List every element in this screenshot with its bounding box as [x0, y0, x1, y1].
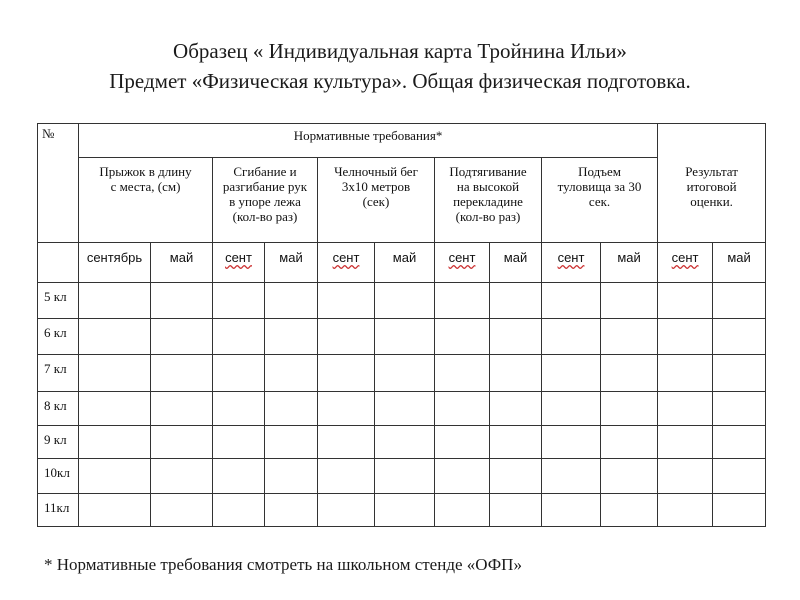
result-cell[interactable] [490, 459, 542, 494]
grade-rows [38, 283, 766, 527]
header-line: разгибание рук [222, 179, 308, 194]
header-line: (кол-во раз) [455, 209, 521, 224]
result-cell[interactable] [265, 355, 318, 392]
result-cell[interactable] [601, 319, 658, 355]
document-title: Образец « Индивидуальная карта Тройнина Ильи» [173, 39, 627, 63]
result-cell[interactable] [542, 459, 601, 494]
header-line: Прыжок в длину [99, 164, 192, 179]
table-row [38, 459, 766, 494]
header-line: туловища за 30 [557, 179, 642, 194]
result-cell[interactable] [601, 355, 658, 392]
result-cell[interactable] [601, 392, 658, 426]
result-cell[interactable] [79, 392, 151, 426]
result-cell[interactable] [435, 319, 490, 355]
header-line: Челночный бег [334, 164, 418, 179]
header-line: Подтягивание [449, 164, 527, 179]
result-cell[interactable] [375, 392, 435, 426]
period-label: май [375, 243, 435, 283]
result-header-line: итоговой [686, 179, 737, 194]
result-cell[interactable] [151, 494, 213, 527]
grade-label: 9 кл [38, 426, 79, 459]
header-shuttle-run [318, 158, 435, 243]
grade-label: 7 кл [38, 355, 79, 392]
table-row [38, 392, 766, 426]
result-cell[interactable] [265, 459, 318, 494]
result-cell[interactable] [435, 459, 490, 494]
header-sit-ups [542, 158, 658, 243]
result-cell[interactable] [713, 494, 766, 527]
table-row [38, 426, 766, 459]
result-cell[interactable] [265, 392, 318, 426]
grade-label: 10кл [38, 459, 79, 494]
result-cell[interactable] [265, 319, 318, 355]
result-cell[interactable] [435, 426, 490, 459]
result-cell[interactable] [713, 355, 766, 392]
header-push-ups [213, 158, 318, 243]
result-cell[interactable] [713, 459, 766, 494]
result-cell[interactable] [318, 459, 375, 494]
result-cell[interactable] [490, 319, 542, 355]
result-cell[interactable] [490, 426, 542, 459]
result-cell[interactable] [318, 319, 375, 355]
result-cell[interactable] [713, 426, 766, 459]
result-cell[interactable] [151, 459, 213, 494]
header-long-jump [79, 158, 213, 243]
result-cell[interactable] [542, 319, 601, 355]
result-cell[interactable] [151, 283, 213, 319]
header-line: сек. [588, 194, 611, 209]
result-cell[interactable] [151, 319, 213, 355]
period-label: сент [435, 243, 490, 283]
period-label: сент [318, 243, 375, 283]
result-cell[interactable] [265, 283, 318, 319]
header-line: (кол-во раз) [232, 209, 298, 224]
result-cell[interactable] [79, 494, 151, 527]
result-cell[interactable] [213, 319, 265, 355]
table-row [38, 283, 766, 319]
result-cell[interactable] [542, 355, 601, 392]
result-cell[interactable] [375, 426, 435, 459]
result-cell[interactable] [542, 494, 601, 527]
result-cell[interactable] [213, 355, 265, 392]
period-label: май [713, 243, 766, 283]
result-cell[interactable] [490, 283, 542, 319]
result-cell[interactable] [375, 459, 435, 494]
header-line: с места, (см) [110, 179, 181, 194]
result-cell[interactable] [601, 426, 658, 459]
result-cell[interactable] [601, 494, 658, 527]
result-cell[interactable] [435, 283, 490, 319]
header-line: (сек) [362, 194, 390, 209]
result-cell[interactable] [213, 459, 265, 494]
grade-label: 6 кл [38, 319, 79, 355]
result-cell[interactable] [151, 392, 213, 426]
table-row [38, 494, 766, 527]
document-subtitle: Предмет «Физическая культура». Общая физическая подготовка. [109, 69, 691, 93]
footnote: * Нормативные требования смотреть на школьном стенде «ОФП» [44, 555, 522, 574]
result-cell[interactable] [713, 283, 766, 319]
result-cell[interactable] [213, 283, 265, 319]
result-cell[interactable] [375, 355, 435, 392]
result-cell[interactable] [601, 283, 658, 319]
result-cell[interactable] [265, 494, 318, 527]
result-cell[interactable] [713, 392, 766, 426]
header-line: на высокой [456, 179, 520, 194]
header-line: Подъем [578, 164, 621, 179]
result-cell[interactable] [213, 392, 265, 426]
result-cell[interactable] [658, 494, 713, 527]
result-cell[interactable] [79, 283, 151, 319]
period-label: май [601, 243, 658, 283]
header-line: Сгибание и [233, 164, 297, 179]
result-cell[interactable] [713, 319, 766, 355]
result-cell[interactable] [151, 355, 213, 392]
result-cell[interactable] [542, 392, 601, 426]
result-cell[interactable] [265, 426, 318, 459]
period-label: май [265, 243, 318, 283]
grade-label: 5 кл [38, 283, 79, 319]
result-header [658, 124, 766, 243]
grade-label: 11кл [38, 494, 79, 527]
period-label: май [151, 243, 213, 283]
period-label: сент [213, 243, 265, 283]
result-cell[interactable] [542, 426, 601, 459]
result-header-line: оценки. [690, 194, 733, 209]
result-cell[interactable] [318, 355, 375, 392]
result-cell[interactable] [490, 355, 542, 392]
table-row [38, 355, 766, 392]
result-cell[interactable] [542, 283, 601, 319]
norms-header: Нормативные требования* [79, 124, 658, 158]
result-cell[interactable] [318, 283, 375, 319]
result-cell[interactable] [658, 319, 713, 355]
result-cell[interactable] [658, 355, 713, 392]
result-cell[interactable] [658, 392, 713, 426]
header-line: перекладине [453, 194, 523, 209]
result-cell[interactable] [79, 319, 151, 355]
result-cell[interactable] [375, 319, 435, 355]
individual-card-table [37, 123, 766, 527]
result-cell[interactable] [435, 355, 490, 392]
result-cell[interactable] [318, 426, 375, 459]
header-pull-ups [435, 158, 542, 243]
result-cell[interactable] [490, 494, 542, 527]
grade-label: 8 кл [38, 392, 79, 426]
result-cell[interactable] [79, 426, 151, 459]
result-cell[interactable] [79, 459, 151, 494]
result-cell[interactable] [435, 494, 490, 527]
number-header: № [38, 124, 79, 243]
period-empty-cell [38, 243, 79, 283]
result-cell[interactable] [213, 426, 265, 459]
period-label: сентябрь [79, 243, 151, 283]
period-label: сент [542, 243, 601, 283]
period-label: май [490, 243, 542, 283]
result-cell[interactable] [435, 392, 490, 426]
result-cell[interactable] [375, 494, 435, 527]
period-label: сент [658, 243, 713, 283]
result-cell[interactable] [213, 494, 265, 527]
header-line: в упоре лежа [229, 194, 301, 209]
result-cell[interactable] [375, 283, 435, 319]
result-cell[interactable] [151, 426, 213, 459]
result-cell[interactable] [318, 494, 375, 527]
result-cell[interactable] [658, 426, 713, 459]
result-cell[interactable] [490, 392, 542, 426]
result-header-line: Результат [685, 164, 738, 179]
result-cell[interactable] [318, 392, 375, 426]
result-cell[interactable] [658, 459, 713, 494]
result-cell[interactable] [658, 283, 713, 319]
header-line: 3х10 метров [341, 179, 411, 194]
table-row [38, 319, 766, 355]
result-cell[interactable] [79, 355, 151, 392]
result-cell[interactable] [601, 459, 658, 494]
